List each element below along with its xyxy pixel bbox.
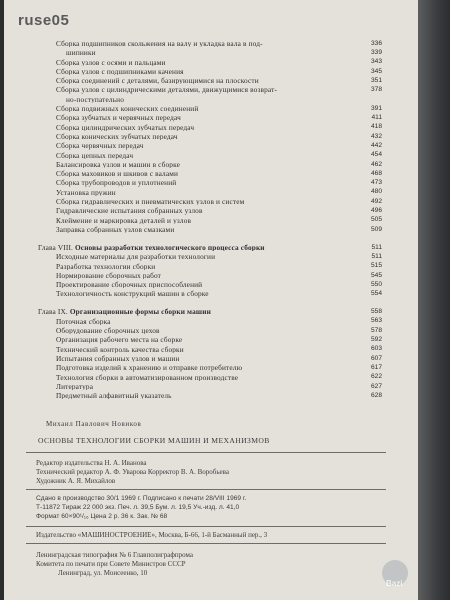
chapter-9-label: Глава IX.: [38, 308, 68, 316]
chapter-7-entry-title: Сборка узлов с осями и пальцами: [56, 58, 166, 66]
chapter-9-entry: [22, 390, 382, 399]
chapter-7-entry-page: 378: [370, 86, 382, 94]
chapter-9-entry-page: 622: [370, 373, 382, 381]
chapter-7-entry-page: 473: [370, 179, 382, 187]
chapter-7-entry-title: Сборка конических зубчатых передач: [56, 132, 178, 141]
chapter-7-entry: [22, 224, 382, 233]
colophon-print-3: Формат 60×90¹/₁₆ Цена 2 р. 36 к. Зак. № 68: [36, 513, 168, 520]
colophon-print-2: Т-11872 Тираж 22 000 экз. Печ. л. 39,5 Бум. л. 19,5 Уч.-изд. л. 41,0: [36, 504, 240, 511]
chapter-7-entry: [22, 38, 382, 47]
chapter-7-entry-title: Сборка соединений с деталями, базирующимися на плоскости: [56, 77, 259, 85]
chapter-9-heading: [22, 304, 382, 316]
chapter-9-entry-page: 563: [370, 317, 382, 325]
chapter-7-entry-title: Сборка червячных передач: [56, 142, 144, 150]
chapter-9-entry-page: 627: [370, 382, 382, 390]
chapter-9-entry-page: 592: [370, 336, 382, 344]
chapter-7-section-list: [22, 38, 382, 233]
chapter-7-entry-page: 462: [370, 160, 382, 168]
chapter-8-label: Глава VIII.: [38, 243, 73, 252]
chapter-7-entry-page: 336: [370, 39, 382, 47]
chapter-7-entry-title: Балансировка узлов и машин в сборке: [56, 160, 180, 169]
chapter-7-entry: [22, 57, 382, 66]
colophon-editors-1: Редактор издательства Н. А. Иванова: [36, 459, 147, 467]
chapter-7-entry: [22, 103, 382, 112]
chapter-8-page: 511: [371, 243, 382, 251]
chapter-8-entry-title: Нормирование сборочных работ: [56, 271, 162, 280]
chapter-9-entry-title: Испытания собранных узлов и машин: [56, 354, 180, 363]
chapter-9-entry: [22, 362, 382, 371]
chapter-7-entry: [22, 131, 382, 140]
chapter-9-entry-page: 617: [370, 363, 382, 371]
colophon-book-title: ОСНОВЫ ТЕХНОЛОГИИ СБОРКИ МАШИН И МЕХАНИЗМОВ: [38, 436, 270, 445]
chapter-7-entry-title: Сборка подвижных конических соединений: [56, 105, 199, 113]
chapter-7-entry-page: 492: [370, 197, 382, 205]
chapter-7-entry: [22, 75, 382, 84]
chapter-7-entry-page: 418: [370, 123, 382, 131]
chapter-7-entry-title: Сборка узлов с подшипниками качения: [56, 67, 184, 76]
chapter-7-entry-page: 343: [370, 58, 382, 66]
chapter-8-name: Основы разработки технологического процесса сборки: [74, 243, 265, 252]
next-page-edge: [418, 0, 450, 600]
chapter-9-entry-title: Предметный алфавитный указатель: [56, 392, 172, 400]
chapter-9-entry-title: Технология сборки в автоматизированном производстве: [56, 373, 239, 381]
chapter-7-entry: [22, 84, 382, 93]
chapter-8-entry-title: Разработка технологии сборки: [56, 262, 156, 270]
chapter-7-entry-page: 505: [370, 216, 382, 224]
chapter-7-entry-page: 345: [370, 67, 382, 75]
chapter-7-entry: [22, 122, 382, 131]
chapter-8-entry-page: 554: [370, 290, 382, 298]
chapter-8-section-list: [22, 251, 382, 297]
chapter-9-entry-title: Организация рабочего места на сборке: [56, 336, 183, 344]
chapter-7-entry-page: 480: [370, 188, 382, 196]
chapter-9-entry: [22, 372, 382, 381]
colophon-editors-3: Художник А. Я. Михайлов: [36, 477, 116, 485]
chapter-9-entry: [22, 381, 382, 390]
chapter-7-entry: [22, 187, 382, 196]
chapter-8-entry: [22, 261, 382, 270]
chapter-7-entry-title: Сборка цепных передач: [56, 151, 134, 159]
chapter-9-name: Организационные формы сборки машин: [69, 308, 211, 316]
chapter-7-entry-title: Сборка маховиков и шкивов с валами: [56, 170, 179, 178]
chapter-9-entry-title: Литература: [56, 382, 94, 391]
chapter-9-entry-page: 603: [370, 345, 382, 353]
chapter-8-entry: [22, 270, 382, 279]
chapter-9-entry-page: 607: [370, 354, 382, 362]
divider-publisher-bottom: [26, 543, 386, 544]
chapter-8-heading: [22, 239, 382, 251]
chapter-7-entry-page: 442: [370, 141, 382, 149]
chapter-9-entry: [22, 325, 382, 334]
chapter-7-entry-page: 509: [370, 225, 382, 233]
chapter-8-entry-page: 550: [370, 280, 382, 288]
colophon-author: Михаил Павлович Новиков: [46, 420, 142, 428]
chapter-7-entry: [22, 168, 382, 177]
chapter-7-entry: [22, 47, 382, 56]
chapter-7-entry: [22, 112, 382, 121]
chapter-8-entry: [22, 279, 382, 288]
divider-top: [26, 452, 386, 453]
chapter-7-entry-page: 391: [370, 104, 382, 112]
chapter-9-entry: [22, 334, 382, 343]
chapter-8-entry-title: Проектирование сборочных приспособлений: [56, 281, 203, 289]
chapter-9-page: 558: [370, 308, 382, 316]
chapter-9-section-list: [22, 316, 382, 400]
chapter-8-entry: [22, 288, 382, 297]
chapter-9-entry: [22, 316, 382, 325]
chapter-7-entry-title: шипники: [66, 49, 96, 57]
chapter-8-entry: [22, 251, 382, 260]
chapter-7-entry-title: Заправка собранных узлов смазками: [56, 225, 175, 234]
chapter-7-entry-page: 432: [370, 132, 382, 140]
chapter-7-entry-title: но-поступательно: [66, 95, 125, 104]
chapter-8-entry-title: Технологичность конструкций машин в сборке: [56, 290, 209, 298]
chapter-9-entry-title: Технический контроль качества сборки: [56, 345, 184, 353]
chapter-7-entry-title: Сборка гидравлических и пневматических узлов и систем: [56, 198, 245, 206]
chapter-7-entry-title: Гидравлические испытания собранных узлов: [56, 207, 203, 215]
chapter-9-entry-title: Оборудование сборочных цехов: [56, 327, 160, 335]
chapter-9-entry-page: 628: [370, 391, 382, 399]
chapter-7-entry: [22, 66, 382, 75]
chapter-7-entry-page: 454: [370, 151, 382, 159]
chapter-7-entry-title: Сборка цилиндрических зубчатых передач: [56, 123, 195, 131]
chapter-7-entry: [22, 196, 382, 205]
chapter-8-entry-page: 515: [370, 262, 382, 270]
chapter-7-entry: [22, 215, 382, 224]
book-page: [4, 0, 418, 600]
chapter-7-entry-title: Сборка зубчатых и червячных передач: [56, 114, 181, 122]
chapter-7-entry: [22, 150, 382, 159]
colophon-printer-3: Ленинград, ул. Моисеенко, 10: [58, 569, 148, 577]
chapter-7-entry-title: Клеймение и маркировка деталей и узлов: [56, 216, 192, 224]
colophon-printer-2: Комитета по печати при Совете Министров СССР: [36, 560, 186, 568]
stamp-text: Bazi: [386, 579, 403, 588]
watermark: ruse05: [18, 12, 70, 29]
chapter-7-entry: [22, 177, 382, 186]
chapter-7-entry: [22, 140, 382, 149]
chapter-8-entry-page: 545: [370, 271, 382, 279]
colophon-print-1: Сдано в производство 30/1 1969 г. Подписано к печати 28/VIII 1969 г.: [36, 495, 247, 502]
chapter-8-entry-page: 511: [371, 252, 382, 260]
chapter-7-entry-page: 411: [371, 114, 382, 122]
colophon-printer-1: Ленинградская типография № 6 Главполиграфпрома: [36, 551, 193, 559]
divider-publisher-top: [26, 526, 386, 527]
chapter-7-entry: [22, 159, 382, 168]
chapter-7-entry: [22, 94, 382, 103]
colophon-publisher: Издательство «МАШИНОСТРОЕНИЕ», Москва, Б-66, 1-й Басманный пер., 3: [36, 531, 268, 539]
chapter-7-entry-page: 339: [370, 49, 382, 56]
chapter-9-entry: [22, 353, 382, 362]
chapter-7-entry-title: Сборка трубопроводов и уплотнений: [56, 179, 177, 187]
chapter-9-entry-title: Подготовка изделий к хранению и отправке потребителю: [56, 364, 243, 372]
chapter-7-entry-page: 496: [370, 207, 382, 215]
chapter-9-entry-page: 578: [370, 326, 382, 334]
chapter-7-entry-title: Сборка узлов с цилиндрическими деталями, движущимися возврат-: [56, 86, 278, 94]
chapter-7-entry: [22, 205, 382, 214]
chapter-7-entry-page: 468: [370, 169, 382, 177]
chapter-7-entry-title: Сборка подшипников скольжения на валу и укладка вала в под-: [56, 40, 263, 48]
chapter-9-entry-title: Поточная сборка: [56, 317, 111, 326]
table-of-contents: [22, 38, 382, 399]
colophon-editors-2: Технический редактор А. Ф. Уварова Корректор В. А. Воробьева: [36, 468, 229, 476]
divider-mid: [26, 489, 386, 490]
chapter-9-entry: [22, 344, 382, 353]
chapter-7-entry-page: 351: [370, 76, 382, 84]
seller-stamp: [382, 560, 420, 596]
chapter-8-entry-title: Исходные материалы для разработки технологии: [56, 253, 216, 261]
chapter-7-entry-title: Установка пружин: [56, 188, 116, 197]
